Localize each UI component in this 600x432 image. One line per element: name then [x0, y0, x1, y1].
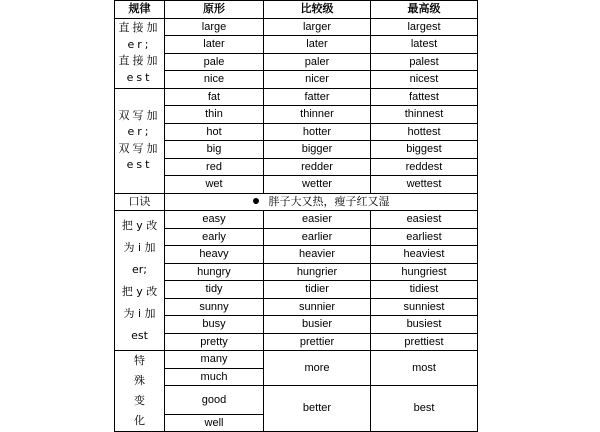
comparative-cell: fatter [264, 88, 371, 106]
rule-line: 变 [134, 394, 145, 407]
table-row [115, 298, 478, 316]
base-cell: large [165, 18, 264, 36]
rule-line: 为 i 加 [123, 306, 156, 320]
header-comparative: 比较级 [264, 1, 371, 19]
comparative-cell: redder [264, 158, 371, 176]
comparative-cell: nicer [264, 71, 371, 89]
base-cell: many [165, 351, 264, 369]
superlative-cell: busiest [371, 316, 478, 334]
rule-cell-direct [115, 18, 165, 88]
comparative-cell: sunnier [264, 298, 371, 316]
comparative-cell: bigger [264, 141, 371, 159]
base-cell: pretty [165, 333, 264, 351]
comparative-cell: easier [264, 211, 371, 229]
rule-cell-special [115, 351, 165, 432]
tip-row [115, 193, 478, 211]
table-row [115, 263, 478, 281]
comparative-cell: thinner [264, 106, 371, 124]
rule-line: 把 y 改 [121, 218, 158, 232]
comparative-cell: busier [264, 316, 371, 334]
superlative-cell: best [371, 386, 478, 432]
base-cell: early [165, 228, 264, 246]
base-cell: busy [165, 316, 264, 334]
base-cell: pale [165, 53, 264, 71]
comparative-cell: paler [264, 53, 371, 71]
superlative-cell: tidiest [371, 281, 478, 299]
comparative-cell: hungrier [264, 263, 371, 281]
rule-line: 化 [134, 414, 145, 427]
base-cell: red [165, 158, 264, 176]
base-cell: heavy [165, 246, 264, 264]
rule-line: 特 [134, 354, 145, 367]
table-row [115, 88, 478, 106]
table-row [115, 246, 478, 264]
rule-cell-double [115, 88, 165, 193]
rule-line: 殊 [134, 374, 145, 387]
rule-line: er; [132, 262, 147, 276]
superlative-cell: hottest [371, 123, 478, 141]
bullet-icon [253, 198, 259, 204]
comparative-cell: later [264, 36, 371, 54]
superlative-cell: nicest [371, 71, 478, 89]
table-row [115, 176, 478, 194]
table-row [115, 351, 478, 369]
superlative-cell: reddest [371, 158, 478, 176]
table-row [115, 18, 478, 36]
comparative-cell: wetter [264, 176, 371, 194]
superlative-cell: biggest [371, 141, 478, 159]
base-cell: wet [165, 176, 264, 194]
rule-line: 双写加 [118, 108, 161, 122]
comparative-cell: tidier [264, 281, 371, 299]
comparative-cell: larger [264, 18, 371, 36]
table-row [115, 333, 478, 351]
superlative-cell: fattest [371, 88, 478, 106]
rule-line: est [126, 158, 153, 171]
rule-line: est [131, 328, 148, 342]
rule-line: 为 i 加 [123, 240, 156, 254]
superlative-cell: most [371, 351, 478, 386]
header-superlative: 最高级 [371, 1, 478, 19]
comparative-cell: heavier [264, 246, 371, 264]
base-cell: sunny [165, 298, 264, 316]
rule-line: 直接加 [118, 21, 161, 34]
superlative-cell: wettest [371, 176, 478, 194]
rule-line: 直接加 [118, 54, 161, 67]
superlative-cell: prettiest [371, 333, 478, 351]
header-base: 原形 [165, 1, 264, 19]
superlative-cell: easiest [371, 211, 478, 229]
superlative-cell: sunniest [371, 298, 478, 316]
comparative-cell: hotter [264, 123, 371, 141]
base-cell: big [165, 141, 264, 159]
superlative-cell: heaviest [371, 246, 478, 264]
rule-line: er; [127, 125, 152, 138]
base-cell: easy [165, 211, 264, 229]
table-row [115, 281, 478, 299]
header-rule: 规律 [115, 1, 165, 19]
base-cell: thin [165, 106, 264, 124]
rule-line: est [126, 70, 153, 84]
superlative-cell: palest [371, 53, 478, 71]
table-row [115, 36, 478, 54]
superlative-cell: latest [371, 36, 478, 54]
superlative-cell: thinnest [371, 106, 478, 124]
rule-line: 双写加 [118, 141, 161, 155]
comparative-cell: earlier [264, 228, 371, 246]
comparative-cell: better [264, 386, 371, 432]
rule-line: er; [127, 37, 152, 51]
base-cell: good [165, 386, 264, 415]
tip-cell [165, 193, 478, 211]
table-row [115, 123, 478, 141]
table-row [115, 106, 478, 124]
table-row [115, 228, 478, 246]
base-cell: hot [165, 123, 264, 141]
table-row [115, 71, 478, 89]
table-row [115, 141, 478, 159]
rule-line: 把 y 改 [121, 284, 158, 298]
rule-cell-y-to-i [115, 211, 165, 351]
base-cell: well [165, 414, 264, 432]
header-row [115, 1, 478, 19]
base-cell: later [165, 36, 264, 54]
comparative-cell: more [264, 351, 371, 386]
table-row [115, 53, 478, 71]
comparison-table [114, 0, 478, 432]
tip-label: 口诀 [115, 193, 165, 211]
base-cell: nice [165, 71, 264, 89]
superlative-cell: earliest [371, 228, 478, 246]
table-row [115, 211, 478, 229]
table-row [115, 158, 478, 176]
base-cell: much [165, 368, 264, 386]
base-cell: fat [165, 88, 264, 106]
base-cell: hungry [165, 263, 264, 281]
tip-text: 胖子大又热，瘦子红又湿 [268, 194, 390, 208]
superlative-cell: largest [371, 18, 478, 36]
comparative-cell: prettier [264, 333, 371, 351]
superlative-cell: hungriest [371, 263, 478, 281]
table-row [115, 316, 478, 334]
base-cell: tidy [165, 281, 264, 299]
